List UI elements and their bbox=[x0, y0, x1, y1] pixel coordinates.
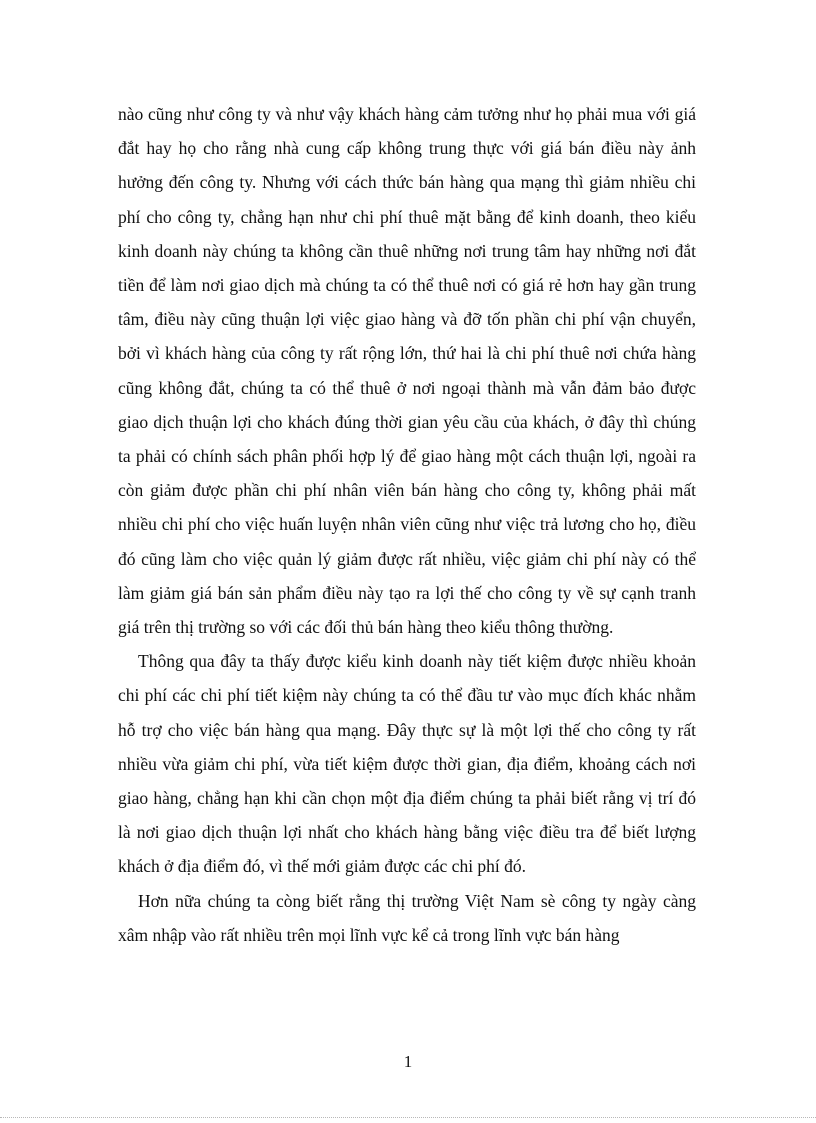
paragraph-continuation: nào cũng như công ty và như vậy khách hàng cảm tưởng như họ phải mua với giá đắt hay họ cho rằng nhà cung cấp không trung thực với giá bán điều này ảnh hưởng đến công ty. Nhưng với cách thức bán hàng qua mạng thì giảm nhiều chi phí cho công ty, chẳng hạn như chi phí thuê mặt bằng để kinh doanh, theo kiểu kinh doanh này chúng ta không cần thuê những nơi trung tâm hay những nơi đắt tiền để làm nơi giao dịch mà chúng ta có thể thuê nơi có giá rẻ hơn hay gần trung tâm, điều này cũng thuận lợi việc giao hàng và đỡ tốn phần chi phí vận chuyển, bởi vì khách hàng của công ty rất rộng lớn, thứ hai là chi phí thuê nơi chứa hàng cũng không đắt, chúng ta có thể thuê ở nơi ngoại thành mà vẫn đảm bảo được giao dịch thuận lợi cho khách đúng thời gian yêu cầu của khách, ở đây thì chúng ta phải có chính sách phân phối hợp lý để giao hàng một cách thuận lợi, ngoài ra còn giảm được phần chi phí nhân viên bán hàng cho công ty, không phải mất nhiều chi phí cho việc huấn luyện nhân viên cũng như việc trả lương cho họ, điều đó cũng làm cho việc quản lý giảm được rất nhiều, việc giảm chi phí này có thể làm giảm giá bán sản phẩm điều này tạo ra lợi thế cho công ty về sự cạnh tranh giá trên thị trường so với các đối thủ bán hàng theo kiểu thông thường. bbox=[118, 104, 696, 638]
paragraph-cost-savings: Thông qua đây ta thấy được kiểu kinh doanh này tiết kiệm được nhiều khoản chi phí các chi phí tiết kiệm này chúng ta có thể đầu tư vào mục đích khác nhằm hỗ trợ cho việc bán hàng qua mạng. Đây thực sự là một lợi thế cho công ty rất nhiều vừa giảm chi phí, vừa tiết kiệm được thời gian, địa điểm, khoảng cách nơi giao hàng, chẳng hạn khi cần chọn một địa điểm chúng ta phải biết rằng vị trí đó là nơi giao dịch thuận lợi nhất cho khách hàng bằng việc điều tra để biết lượng khách ở địa điểm đó, vì thế mới giảm được các chi phí đó. bbox=[118, 651, 696, 877]
paragraph-vietnam-market: Hơn nữa chúng ta còng biết rằng thị trường Việt Nam sè công ty ngày càng xâm nhập vào rất nhiều trên mọi lĩnh vực kể cả trong lĩnh vực bán hàng bbox=[118, 890, 696, 945]
page-number: 1 bbox=[403, 1052, 413, 1071]
page-bottom-divider bbox=[0, 1117, 816, 1118]
document-body bbox=[118, 97, 696, 952]
